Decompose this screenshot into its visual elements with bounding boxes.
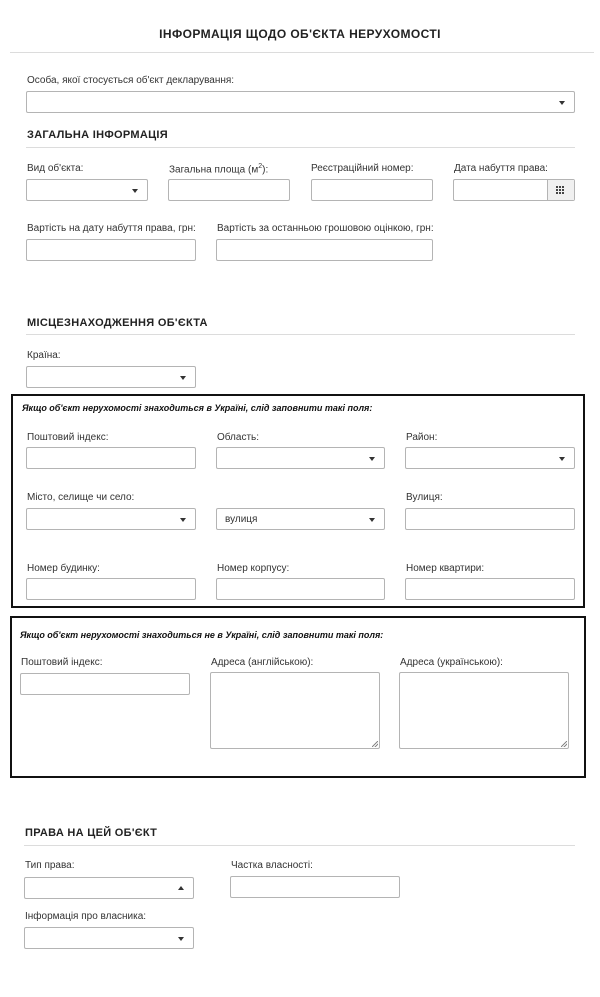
- declarant-select[interactable]: [26, 91, 575, 113]
- section-general-heading: ЗАГАЛЬНА ІНФОРМАЦІЯ: [27, 129, 168, 141]
- share-label: Частка власності:: [231, 860, 313, 871]
- resize-grip-icon[interactable]: [372, 741, 378, 747]
- declarant-label: Особа, якої стосується об'єкт декларування:: [27, 75, 235, 86]
- address-ua-textarea[interactable]: [399, 672, 569, 749]
- city-select[interactable]: [26, 508, 196, 530]
- ukraine-note: Якщо об'єкт нерухомості знаходиться в Україні, слід заповнити такі поля:: [22, 403, 373, 413]
- address-en-textarea[interactable]: [210, 672, 380, 749]
- address-ua-wrap: [399, 672, 569, 749]
- object-type-label: Вид об'єкта:: [27, 163, 84, 174]
- page-title: ІНФОРМАЦІЯ ЩОДО ОБ'ЄКТА НЕРУХОМОСТІ: [159, 27, 441, 41]
- caret-down-icon: [559, 457, 565, 461]
- region-select[interactable]: [216, 447, 385, 469]
- area-label: [169, 163, 268, 175]
- apartment-input[interactable]: [405, 578, 575, 600]
- city-label: Місто, селище чи село:: [27, 492, 135, 503]
- house-label: Номер будинку:: [27, 563, 100, 574]
- title-divider: [10, 52, 594, 53]
- general-divider: [26, 147, 575, 148]
- share-input[interactable]: [230, 876, 400, 898]
- address-en-wrap: [210, 672, 380, 749]
- rights-divider: [24, 845, 575, 846]
- abroad-note: Якщо об'єкт нерухомості знаходиться не в Україні, слід заповнити такі поля:: [20, 630, 384, 640]
- cost-last-input[interactable]: [216, 239, 433, 261]
- reg-number-input[interactable]: [311, 179, 433, 201]
- cost-acq-input[interactable]: [26, 239, 196, 261]
- cost-acq-label: Вартість на дату набуття права, грн:: [27, 223, 196, 234]
- abroad-postal-input[interactable]: [20, 673, 190, 695]
- owner-info-select[interactable]: [24, 927, 194, 949]
- right-type-select[interactable]: [24, 877, 194, 899]
- owner-info-label: Інформація про власника:: [25, 911, 147, 922]
- street-type-select[interactable]: [216, 508, 385, 530]
- building-label: Номер корпусу:: [217, 563, 290, 574]
- caret-up-icon: [178, 886, 184, 890]
- acq-date-label: Дата набуття права:: [454, 163, 548, 174]
- calendar-icon: [556, 186, 565, 194]
- ua-postal-input[interactable]: [26, 447, 196, 469]
- calendar-button[interactable]: [547, 180, 574, 200]
- caret-down-icon: [559, 101, 565, 105]
- section-location-heading: МІСЦЕЗНАХОДЖЕННЯ ОБ'ЄКТА: [27, 317, 208, 329]
- country-label: Країна:: [27, 350, 61, 361]
- cost-last-label: Вартість за останньою грошовою оцінкою, грн:: [217, 223, 434, 234]
- abroad-postal-label: Поштовий індекс:: [21, 657, 103, 668]
- reg-number-label: Реєстраційний номер:: [311, 163, 414, 174]
- object-type-select[interactable]: [26, 179, 148, 201]
- caret-down-icon: [369, 518, 375, 522]
- house-input[interactable]: [26, 578, 196, 600]
- caret-down-icon: [180, 518, 186, 522]
- street-input[interactable]: [405, 508, 575, 530]
- building-input[interactable]: [216, 578, 385, 600]
- section-rights-heading: ПРАВА НА ЦЕЙ ОБ'ЄКТ: [25, 827, 158, 839]
- street-type-value: вулиця: [225, 514, 258, 525]
- caret-down-icon: [180, 376, 186, 380]
- address-en-label: Адреса (англійською):: [211, 657, 314, 668]
- ua-postal-label: Поштовий індекс:: [27, 432, 109, 443]
- street-label: Вулиця:: [406, 492, 443, 503]
- caret-down-icon: [178, 937, 184, 941]
- location-divider: [26, 334, 575, 335]
- country-select[interactable]: [26, 366, 196, 388]
- area-label-sup: 2: [258, 163, 263, 170]
- caret-down-icon: [132, 189, 138, 193]
- area-label-text: Загальна площа (м: [169, 164, 259, 176]
- area-label-end: ):: [262, 164, 269, 176]
- caret-down-icon: [369, 457, 375, 461]
- right-type-label: Тип права:: [25, 860, 75, 871]
- acq-date-input[interactable]: [453, 179, 575, 201]
- region-label: Область:: [217, 432, 260, 443]
- apartment-label: Номер квартири:: [406, 563, 485, 574]
- district-select[interactable]: [405, 447, 575, 469]
- area-input[interactable]: [168, 179, 290, 201]
- district-label: Район:: [406, 432, 438, 443]
- resize-grip-icon[interactable]: [561, 741, 567, 747]
- address-ua-label: Адреса (українською):: [400, 657, 503, 668]
